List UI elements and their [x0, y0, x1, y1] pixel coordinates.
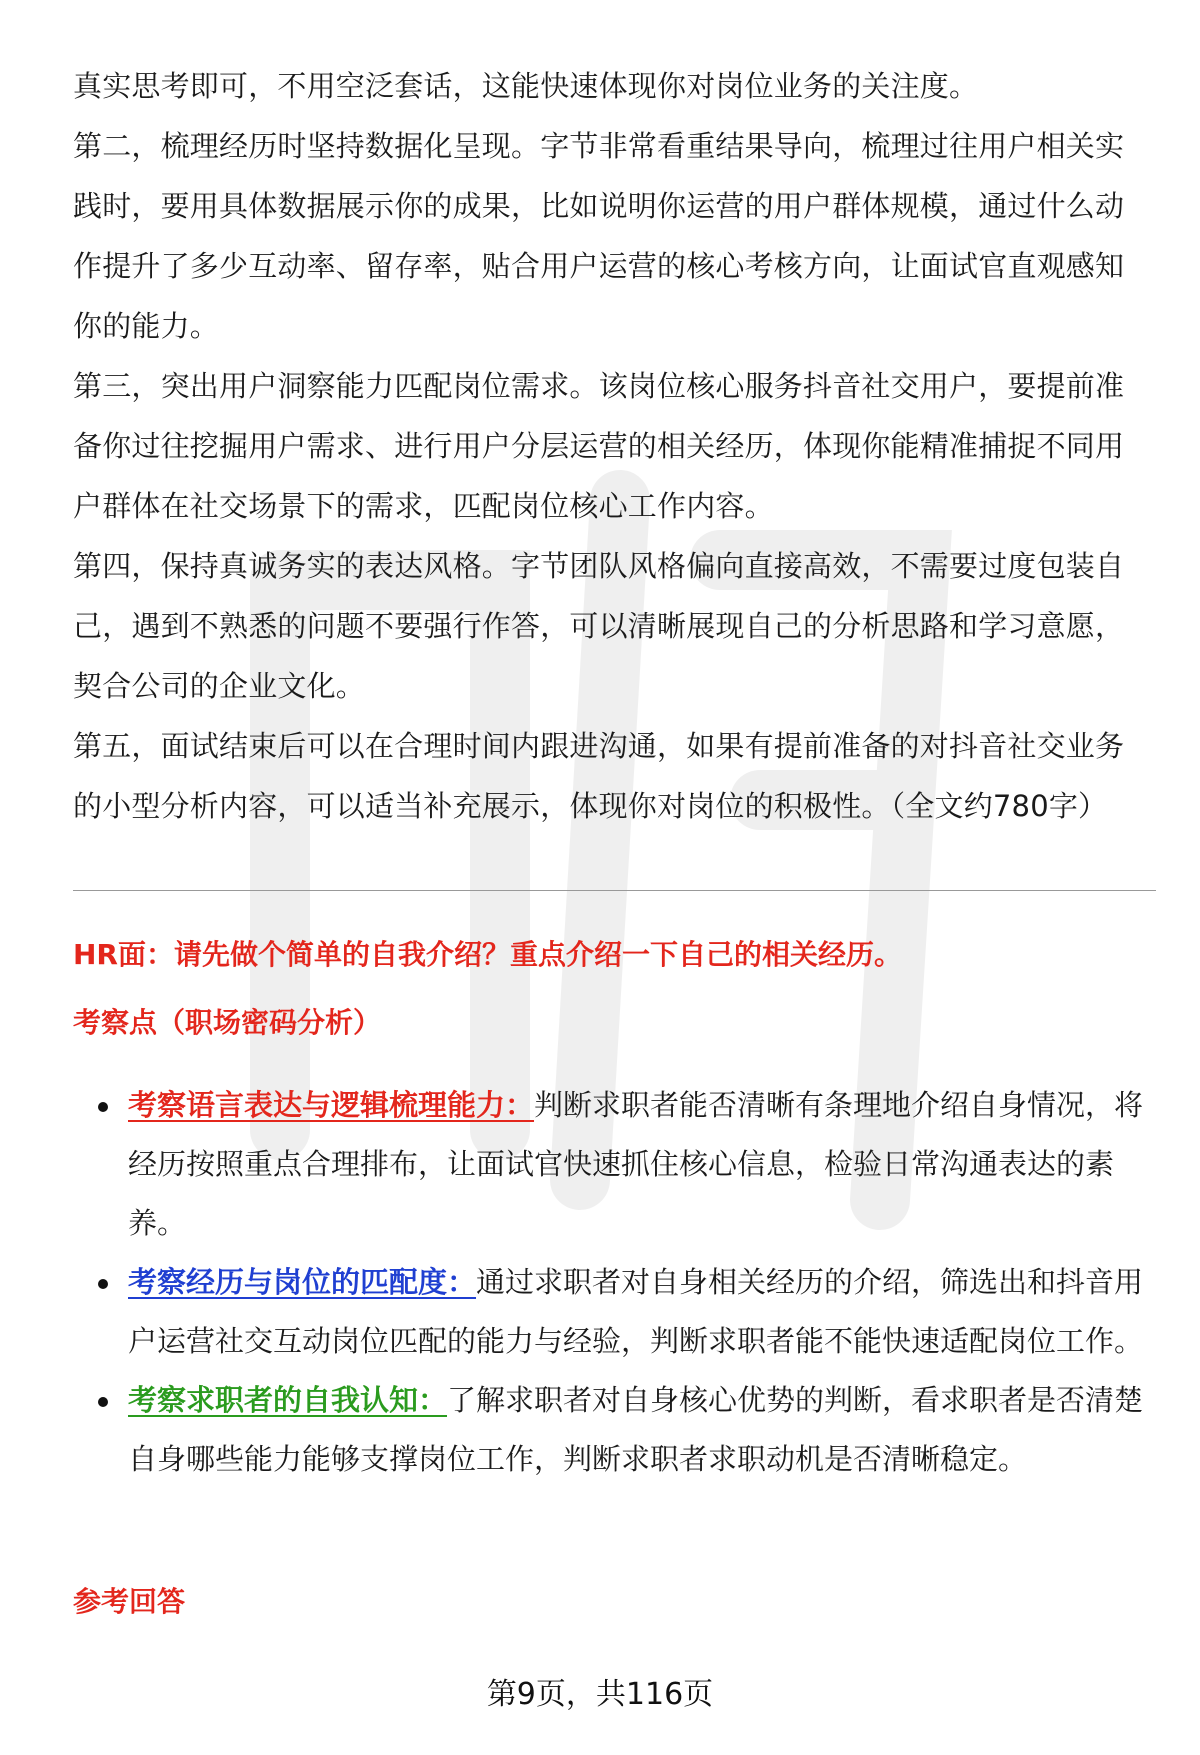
paragraph: 真实思考即可，不用空泛套话，这能快速体现你对岗位业务的关注度。	[73, 69, 979, 103]
body-paragraphs	[73, 56, 1153, 836]
bullet-text: 通过求职者对自身相关经历的介绍，筛选出和抖音用户运营社交互动岗位匹配的能力与经验，判断求职者能不能快速适配岗位工作。	[128, 1265, 1144, 1358]
analysis-list	[73, 1076, 1156, 1489]
list-item	[73, 1371, 1156, 1489]
bullet-keyword: 考察语言表达与逻辑梳理能力：	[128, 1088, 535, 1122]
question-heading: HR面：请先做个简单的自我介绍？重点介绍一下自己的相关经历。	[73, 938, 902, 971]
bullet-keyword: 考察经历与岗位的匹配度：	[128, 1265, 477, 1299]
list-item	[73, 1076, 1156, 1253]
section-divider	[73, 890, 1156, 891]
bullet-text: 判断求职者能否清晰有条理地介绍自身情况，将经历按照重点合理排布，让面试官快速抓住核心信息，检验日常沟通表达的素养。	[128, 1088, 1144, 1240]
paragraph: 第二，梳理经历时坚持数据化呈现。字节非常看重结果导向，梳理过往用户相关实践时，要用具体数据展示你的成果，比如说明你运营的用户群体规模，通过什么动作提升了多少互动率、留存率，贴合用户运营的核心考核方向，让面试官直观感知你的能力。	[73, 129, 1125, 343]
bullet-icon	[98, 1397, 108, 1407]
bullet-text: 了解求职者对自身核心优势的判断，看求职者是否清楚自身哪些能力能够支撑岗位工作，判断求职者求职动机是否清晰稳定。	[128, 1383, 1144, 1476]
page-number: 第9页，共116页	[486, 1677, 714, 1712]
paragraph: 第三，突出用户洞察能力匹配岗位需求。该岗位核心服务抖音社交用户，要提前准备你过往挖掘用户需求、进行用户分层运营的相关经历，体现你能精准捕捉不同用户群体在社交场景下的需求，匹配岗位核心工作内容。	[73, 369, 1125, 523]
reference-heading: 参考回答	[73, 1585, 186, 1618]
list-item	[73, 1253, 1156, 1371]
analysis-heading: 考察点（职场密码分析）	[73, 1006, 382, 1039]
paragraph: 第四，保持真诚务实的表达风格。字节团队风格偏向直接高效，不需要过度包装自己，遇到不熟悉的问题不要强行作答，可以清晰展现自己的分析思路和学习意愿，契合公司的企业文化。	[73, 549, 1125, 703]
bullet-keyword: 考察求职者的自我认知：	[128, 1383, 448, 1417]
bullet-icon	[98, 1279, 108, 1289]
paragraph: 第五，面试结束后可以在合理时间内跟进沟通，如果有提前准备的对抖音社交业务的小型分析内容，可以适当补充展示，体现你对岗位的积极性。（全文约780字）	[73, 729, 1125, 823]
bullet-icon	[98, 1102, 108, 1112]
